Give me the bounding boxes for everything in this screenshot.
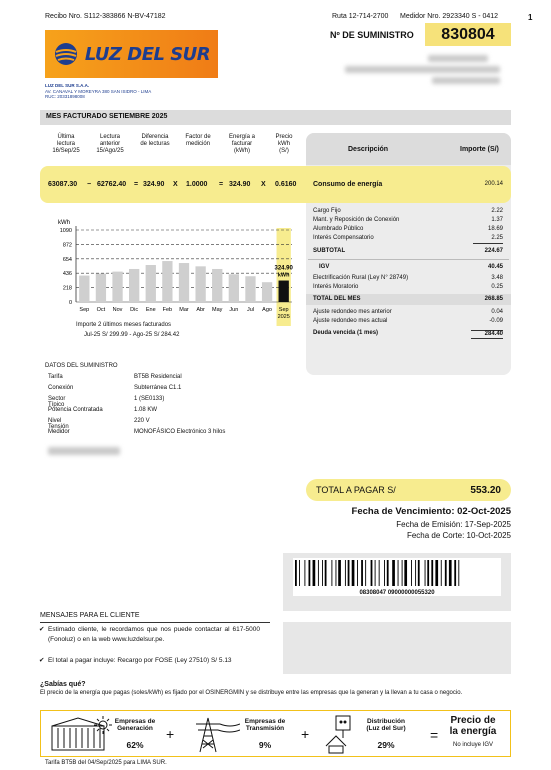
barcode-bar (415, 560, 416, 586)
know-text: El precio de la energía que pagas (soles/kWh) es fijado por el OSINERGMIN y se distribuye entre las empresas que la generan y la llevan a tu casa o negocio. (40, 690, 463, 696)
transmission-pct: 9% (258, 740, 272, 750)
month-total-row: TOTAL DEL MES 268.85 (313, 296, 503, 302)
igv-row: IGV 40.45 (319, 264, 503, 270)
billing-month-title: MES FACTURADO SETIEMBRE 2025 (40, 110, 511, 125)
supply-value: 220 V (134, 418, 150, 424)
col-difference: Diferencia de lecturas (140, 134, 170, 147)
barcode-bar (392, 560, 395, 586)
barcode-bar (449, 560, 452, 586)
detail-row: Mant. y Reposición de Conexión 1.37 (313, 217, 503, 223)
y-tick-label: 872 (62, 242, 72, 249)
solar-icon (94, 716, 112, 734)
company-ruc: RUC: 20331898008 (45, 94, 85, 99)
current-unit-label: kWh (277, 272, 290, 279)
barcode-bar (322, 560, 323, 586)
footer-note: Tarifa BT5B del 04/Sep/2025 para LIMA SUR. (45, 760, 167, 766)
x-tick-label: Sep (278, 307, 289, 313)
barcode-bar (425, 560, 426, 586)
x-tick-label: Mar (179, 307, 189, 313)
customer-district-redacted (432, 77, 500, 84)
detail-row: Interés Compensatorio 2.25 (313, 235, 503, 244)
y-axis-label: kWh (58, 220, 70, 226)
issue-date: Fecha de Emisión: 17-Sep-2025 (396, 520, 511, 529)
month-bar (79, 276, 89, 302)
transmission-label: Empresas de Transmisión (244, 718, 286, 732)
y-tick-label: 1090 (59, 228, 72, 234)
barcode-bar (445, 560, 447, 586)
formula-factor: 1.0000 (186, 181, 208, 188)
col-energy: Energía a facturar (kWh) (228, 134, 256, 154)
detail-row: Ajuste redondeo mes actual -0.09 (313, 318, 503, 324)
x-tick-label: Ene (145, 307, 156, 313)
barcode-bar (441, 560, 442, 586)
barcode-bar (375, 560, 376, 586)
detail-row: Electrificación Rural (Ley N° 28749) 3.48 (313, 275, 503, 281)
barcode-bar (411, 560, 412, 586)
year-label: 2025 (277, 314, 290, 320)
sun-globe-icon (53, 41, 79, 67)
company-logo (45, 30, 218, 78)
barcode-bar (427, 560, 429, 586)
supply-value: Subterránea C1.1 (134, 385, 182, 391)
meter-number: Medidor Nro. 2923340 S - 0412 (400, 13, 499, 20)
messages-panel (283, 622, 511, 674)
detail-row: Cargo Fijo 2.22 (313, 208, 503, 214)
equals-sign: = (430, 727, 439, 743)
consumption-label: Consumo de energía (313, 181, 383, 188)
supply-key: Conexión (48, 385, 74, 391)
supply-key: Sector Típico (48, 396, 66, 408)
message-2: ✔ El total a pagar incluye: Recargo por FOSE (Ley 27510) S/ 5.13 (39, 657, 232, 664)
check-icon: ✔ (39, 626, 45, 633)
formula-difference: 324.90 (143, 181, 165, 188)
month-bar (96, 274, 106, 302)
separator (308, 259, 509, 260)
barcode-bar (431, 560, 433, 586)
formula-previous: 62762.40 (97, 181, 127, 188)
supply-value: 1.08 KW (134, 407, 158, 413)
y-tick-label: 218 (62, 285, 72, 292)
x-tick-label: Jun (229, 307, 239, 313)
formula-times-1: X (173, 181, 178, 188)
barcode (293, 558, 501, 596)
supply-key: Medidor (48, 429, 70, 435)
month-bar (112, 272, 122, 302)
energy-price-label: Precio de la energía (449, 715, 497, 737)
x-tick-label: Oct (96, 307, 106, 313)
check-icon: ✔ (39, 657, 45, 664)
distribution-pct: 29% (377, 740, 395, 750)
month-bar (162, 261, 172, 302)
barcode-bar (384, 560, 385, 586)
barcode-bar (371, 560, 373, 586)
chart-note-values: Jul-25 S/ 299.99 - Ago-25 S/ 284.42 (84, 332, 180, 338)
subtotal-row: SUBTOTAL 224.67 (313, 248, 503, 254)
month-bar (245, 276, 255, 302)
current-value-label: 324.90 (274, 265, 293, 272)
barcode-bar (361, 560, 363, 586)
total-amount: 553.20 (470, 484, 501, 496)
barcode-bars (293, 558, 501, 588)
formula-energy: 324.90 (229, 181, 251, 188)
month-bar (262, 282, 272, 302)
barcode-bar (338, 560, 341, 586)
x-tick-label: Ago (262, 307, 272, 313)
month-bar (146, 265, 156, 302)
plus-sign: + (166, 726, 175, 742)
supply-data-title: DATOS DEL SUMINISTRO (45, 363, 118, 369)
customer-address-redacted (345, 66, 500, 73)
current-month-bar (279, 281, 289, 302)
customer-name-redacted (428, 55, 488, 62)
formula-equals-1: = (134, 181, 139, 188)
formula-times-2: X (261, 181, 266, 188)
supply-value: BT5B Residencial (134, 374, 182, 380)
barcode-bar (387, 560, 389, 586)
month-bar (229, 274, 239, 302)
barcode-bar (352, 560, 355, 586)
barcode-bar (309, 560, 311, 586)
barcode-bar (295, 560, 297, 586)
formula-equals-2: = (219, 181, 224, 188)
know-title: ¿Sabías qué? (40, 681, 86, 688)
redacted-field (48, 447, 120, 455)
month-bar (212, 269, 222, 302)
col-factor: Factor de medición (185, 134, 211, 147)
consumption-chart (48, 216, 298, 326)
barcode-bar (402, 560, 403, 586)
detail-row: Ajuste redondeo mes anterior 0.04 (313, 309, 503, 315)
barcode-bar (345, 560, 346, 586)
amount-header: Importe (S/) (460, 146, 499, 153)
chart-note-title: Importe 2 últimos meses facturados (76, 322, 172, 328)
cut-date: Fecha de Corte: 10-Oct-2025 (406, 531, 511, 540)
barcode-number: 08308047 09000000055320 (359, 590, 435, 596)
company-address: AV. CANAVAL Y MOREYRA 380 SAN ISIDRO - LIMA (45, 88, 152, 94)
barcode-bar (313, 560, 316, 586)
barcode-bar (336, 560, 337, 586)
due-date: Fecha de Vencimiento: 02-Oct-2025 (351, 506, 511, 517)
barcode-bar (379, 560, 380, 586)
col-price: Precio kWh (S/) (275, 134, 293, 154)
message-1: ✔ Estimado cliente, le recordamos que nos puede contactar al 617-5000 (Fonoluz) o en la web www.luzdelsur.pe. (39, 626, 260, 643)
generation-label: Empresas de Generación (114, 718, 156, 732)
x-tick-label: Abr (196, 307, 205, 313)
supply-key: Nivel Tensión (48, 418, 69, 430)
company-info (45, 83, 151, 100)
messages-divider (40, 622, 270, 623)
generation-pct: 62% (126, 740, 144, 750)
month-bar (195, 266, 205, 302)
x-tick-label: Sep (79, 307, 90, 313)
x-tick-label: May (212, 307, 223, 313)
total-label: TOTAL A PAGAR S/ (316, 485, 396, 495)
x-tick-label: Nov (112, 307, 123, 313)
barcode-bar (365, 560, 366, 586)
x-tick-label: Jul (246, 307, 254, 313)
formula-price: 0.6160 (275, 181, 297, 188)
supply-key: Tarifa (48, 374, 63, 380)
month-bar (129, 269, 139, 302)
supply-number: 830804 (425, 23, 511, 46)
barcode-bar (398, 560, 399, 586)
barcode-bar (404, 560, 407, 586)
company-name: LUZ DEL SUR S.A.A. (45, 83, 90, 88)
y-tick-label: 0 (68, 300, 72, 306)
supply-value: MONOFÁSICO Electrónico 3 hilos (134, 429, 226, 435)
barcode-bar (348, 560, 350, 586)
energy-price-note: No incluye IGV (452, 742, 494, 748)
barcode-bar (454, 560, 456, 586)
supply-key: Potencia Contratada (48, 407, 103, 413)
col-previous-reading: Lectura anterior 15/Ago/25 (96, 134, 124, 154)
route-number: Ruta 12-714-2700 (332, 13, 389, 20)
distribution-label: Distribución (Luz del Sur) (366, 718, 406, 732)
month-bar (179, 263, 189, 302)
detail-row: Alumbrado Público 18.69 (313, 226, 503, 232)
x-tick-label: Dic (130, 307, 139, 313)
supply-value: 1 (SE0133) (134, 396, 165, 402)
messages-title: MENSAJES PARA EL CLIENTE (40, 612, 140, 619)
page-number: 1 (528, 13, 533, 22)
formula-last: 63087.30 (48, 181, 78, 188)
y-tick-label: 654 (62, 256, 72, 263)
receipt-number: Recibo Nro. S112-383866 N-BV-47182 (45, 13, 166, 20)
plus-sign: + (301, 726, 310, 742)
y-tick-label: 436 (62, 271, 72, 278)
col-last-reading: Última lectura 16/Sep/25 (52, 134, 80, 154)
detail-row: Interés Moratorio 0.25 (313, 284, 503, 290)
house-outlet-icon (322, 714, 362, 754)
overdue-row: Deuda vencida (1 mes) 284.40 (313, 330, 503, 337)
barcode-bar (299, 560, 300, 586)
consumption-amount: 200.14 (484, 181, 503, 187)
barcode-bar (435, 560, 438, 586)
barcode-bar (325, 560, 327, 586)
barcode-bar (357, 560, 358, 586)
barcode-bar (304, 560, 305, 586)
barcode-bar (318, 560, 319, 586)
description-header: Descripción (348, 146, 389, 153)
supply-label: Nº DE SUMINISTRO (330, 30, 414, 40)
barcode-bar (331, 560, 332, 586)
formula-minus: − (87, 181, 92, 188)
logo-text: LUZ DEL SUR (84, 43, 211, 65)
transmission-tower-icon (190, 714, 240, 754)
barcode-bar (418, 560, 420, 586)
total-to-pay (306, 479, 511, 501)
barcode-bar (458, 560, 459, 586)
x-tick-label: Feb (162, 307, 173, 313)
